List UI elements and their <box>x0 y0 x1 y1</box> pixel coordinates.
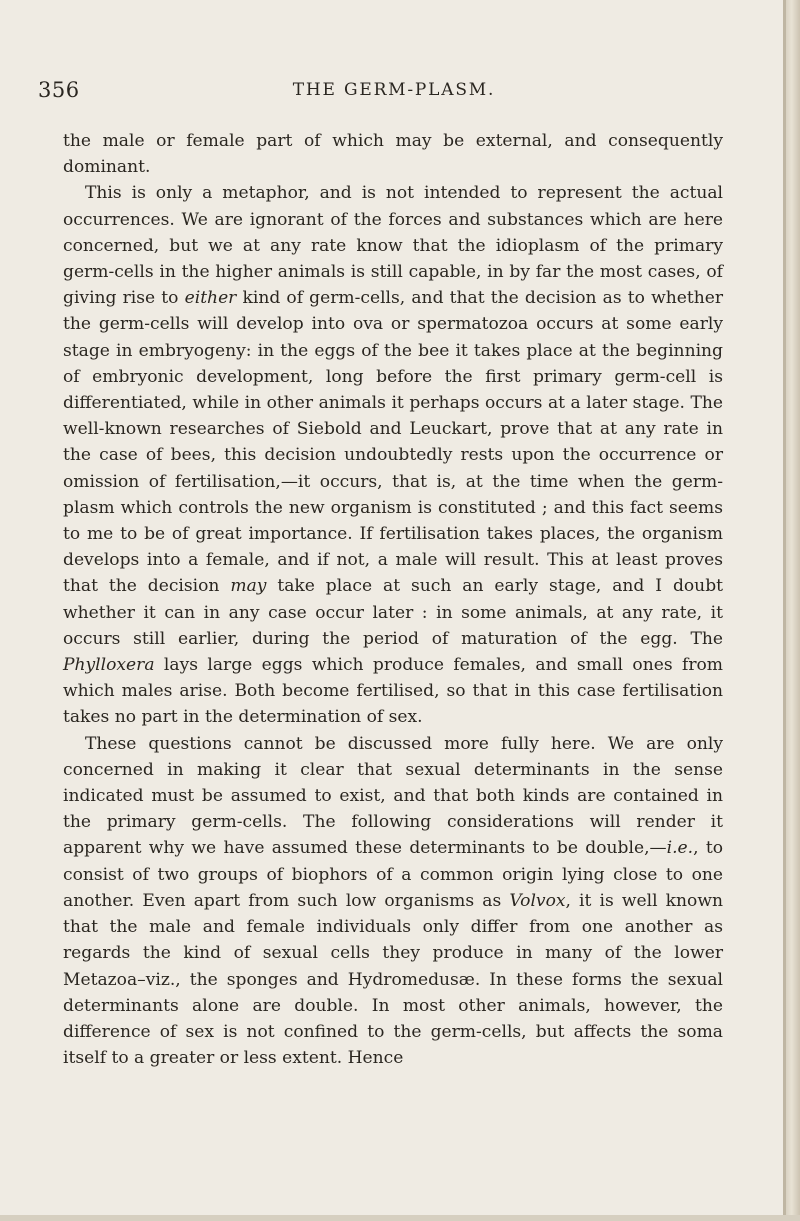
page-header <box>38 78 750 108</box>
body-text <box>63 128 723 1071</box>
page-bottom-edge <box>0 1215 800 1221</box>
text-run: take place at such an early stage, and I doubt whether it can in any case occur later : in some animals, at any rate, it occurs still earlier, during the period of maturation of the egg. The <box>63 576 723 649</box>
paragraph <box>63 128 723 180</box>
italic-text: Volvox <box>509 890 566 911</box>
running-head: THE GERM-PLASM. <box>292 80 496 100</box>
italic-text: may <box>230 576 267 597</box>
text-run: lays large eggs which produce females, and small ones from which males arise. Both become fertilised, so that in this case fertilisation takes no part in the determination of sex. <box>63 655 723 728</box>
text-run: This is only a metaphor, and is not intended to represent the actual occurrences. We are ignorant of the forces and substances which are here concerned, but we at any rate know that the idioplasm of the primary germ-cells in the higher animals is still capable, in by far the most cases, of giving rise to <box>63 183 723 309</box>
page-number: 356 <box>38 78 80 102</box>
page-edge <box>786 0 800 1221</box>
italic-text: either <box>184 288 237 309</box>
italic-text: i.e. <box>666 838 694 859</box>
paragraph <box>63 180 723 730</box>
text-run: These questions cannot be discussed more fully here. We are only concerned in making it clear that sexual determinants in the sense indicated must be assumed to exist, and that both kinds are contained in the primary germ-cells. The following considerations will render it apparent why we have assumed these determinants to be double,— <box>63 733 723 859</box>
text-run: , it is well known that the male and female individuals only differ from one another as regards the kind of sexual cells they produce in many of the lower Metazoa–viz., the sponges and Hydromedusæ. In these forms the sexual determinants alone are double. In most other animals, however, the difference of sex is not confined to the germ-cells, but affects the soma itself to a greater or less extent. Hence <box>63 890 723 1069</box>
paragraph <box>63 731 723 1072</box>
italic-text: Phylloxera <box>63 655 155 676</box>
text-run: kind of germ-cells, and that the decision as to whether the germ-cells will develop into ova or spermatozoa occurs at some early stage in embryogeny: in the eggs of the bee it takes place at the beginning of embryonic development, long before the first primary germ-cell is differentiated, while in other animals it perhaps occurs at a later stage. The well-known researches of Siebold and Leuckart, prove that at any rate in the case of bees, this decision undoubtedly rests upon the occurrence or omission of fertilisation,—it occurs, that is, at the time when the germ-plasm which controls the new organism is constituted ; and this fact seems to me to be of great importance. If fertilisation takes places, the organism develops into a female, and if not, a male will result. This at least proves that the decision <box>63 288 723 597</box>
text-run: the male or female part of which may be external, and consequently dominant. <box>63 131 723 178</box>
text-run: , to consist of two groups of biophors of a common origin lying close to one another. Even apart from such low organisms as <box>63 838 723 911</box>
